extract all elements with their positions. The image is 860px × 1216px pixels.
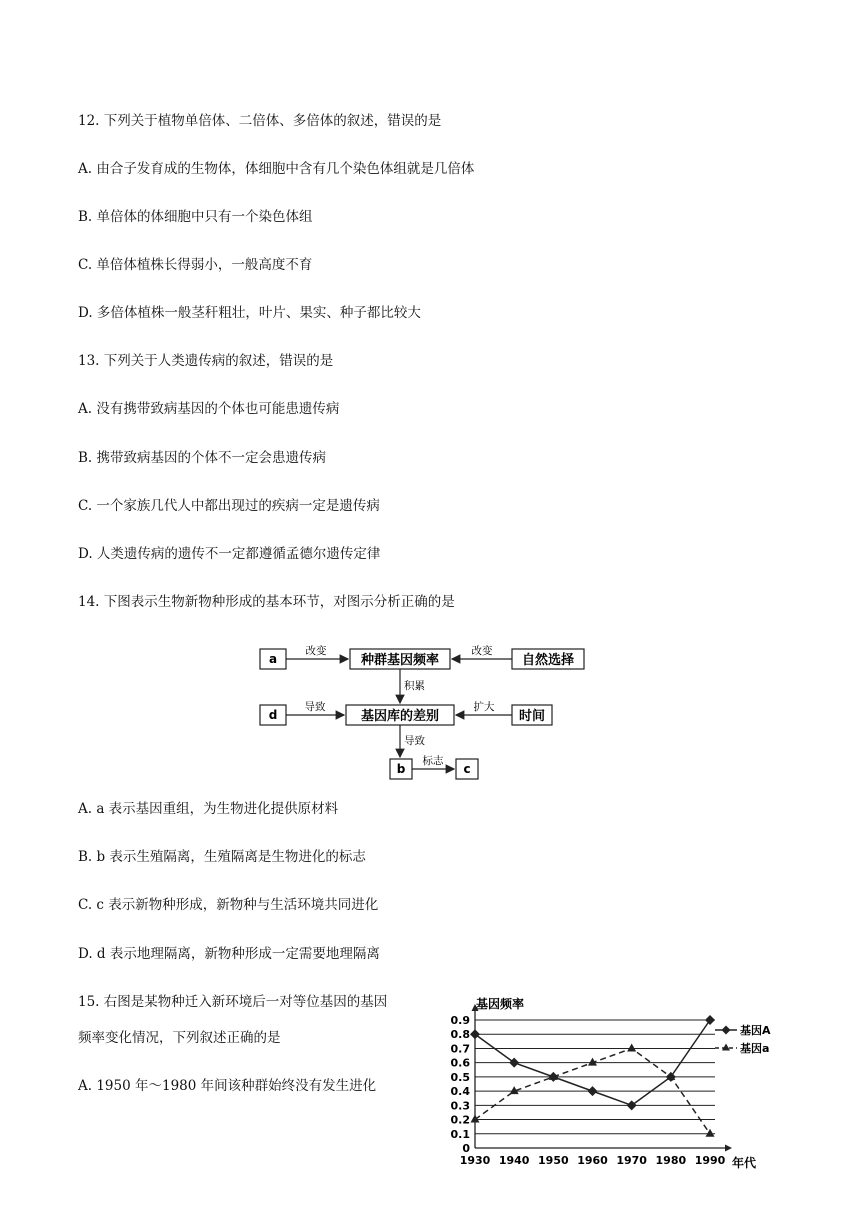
box-gene-frequency-label: 种群基因频率 bbox=[360, 653, 440, 668]
box-time-label: 时间 bbox=[518, 709, 546, 724]
q12-option-a: A. 由合子发育成的生物体，体细胞中含有几个染色体组就是几倍体 bbox=[78, 161, 475, 177]
label-accumulate: 积累 bbox=[404, 680, 425, 692]
q14-option-b: B. b 表示生殖隔离，生殖隔离是生物进化的标志 bbox=[78, 849, 366, 865]
label-change-left: 改变 bbox=[305, 645, 327, 657]
box-d-label: d bbox=[268, 708, 278, 722]
x-tick-label: 1990 bbox=[694, 1154, 726, 1167]
speciation-diagram bbox=[190, 625, 630, 795]
q12-option-d: D. 多倍体植株一般茎秆粗壮，叶片、果实、种子都比较大 bbox=[78, 305, 421, 321]
data-point-a bbox=[627, 1100, 637, 1110]
x-tick-label: 1950 bbox=[538, 1154, 569, 1167]
data-point-a bbox=[588, 1086, 598, 1096]
q13-option-d: D. 人类遗传病的遗传不一定都遵循孟德尔遗传定律 bbox=[78, 546, 381, 562]
q13-option-a: A. 没有携带致病基因的个体也可能患遗传病 bbox=[78, 401, 340, 417]
q14-option-a: A. a 表示基因重组，为生物进化提供原材料 bbox=[78, 801, 339, 817]
q14-option-d: D. d 表示地理隔离，新物种形成一定需要地理隔离 bbox=[78, 946, 380, 962]
y-tick-label: 0 bbox=[462, 1142, 470, 1155]
legend-marker bbox=[722, 1044, 730, 1051]
q13-option-b: B. 携带致病基因的个体不一定会患遗传病 bbox=[78, 450, 327, 466]
box-gene-pool-difference-label: 基因库的差别 bbox=[360, 709, 440, 724]
x-axis-arrow bbox=[725, 1145, 732, 1152]
y-tick-label: 0.4 bbox=[450, 1085, 470, 1099]
q14-option-c: C. c 表示新物种形成，新物种与生活环境共同进化 bbox=[78, 897, 379, 913]
x-tick-label: 1940 bbox=[498, 1154, 530, 1167]
q12-option-c: C. 单倍体植株长得弱小，一般高度不育 bbox=[78, 257, 313, 273]
x-tick-label: 1980 bbox=[655, 1154, 687, 1167]
x-tick-label: 1930 bbox=[459, 1154, 491, 1167]
data-point-b bbox=[471, 1115, 480, 1123]
q12-option-b: B. 单倍体的体细胞中只有一个染色体组 bbox=[78, 209, 313, 225]
y-tick-label: 0.8 bbox=[450, 1028, 470, 1042]
x-tick-label: 1970 bbox=[616, 1154, 647, 1167]
label-change-right: 改变 bbox=[471, 645, 493, 657]
y-tick-label: 0.9 bbox=[450, 1014, 470, 1027]
box-natural-selection-label: 自然选择 bbox=[521, 653, 575, 668]
legend-marker bbox=[722, 1026, 731, 1035]
data-point-a bbox=[470, 1029, 480, 1039]
q15-option-a: A. 1950 年～1980 年间该种群始终没有发生进化 bbox=[78, 1078, 377, 1094]
data-point-a bbox=[705, 1015, 715, 1025]
data-point-a bbox=[509, 1058, 519, 1068]
label-lead-left: 导致 bbox=[304, 701, 326, 713]
gene-frequency-chart bbox=[440, 995, 780, 1185]
box-a-label: a bbox=[268, 652, 278, 666]
y-tick-label: 0.3 bbox=[450, 1099, 470, 1113]
x-tick-label: 1960 bbox=[577, 1154, 608, 1167]
q15-stem-line2: 频率变化情况，下列叙述正确的是 bbox=[78, 1030, 281, 1046]
data-point-b bbox=[627, 1043, 636, 1051]
chart-xlabel: 年代 bbox=[732, 1156, 757, 1170]
y-tick-label: 0.6 bbox=[450, 1056, 470, 1070]
label-marker: 标志 bbox=[422, 755, 444, 767]
q14-stem: 14. 下图表示生物新物种形成的基本环节，对图示分析正确的是 bbox=[78, 594, 455, 610]
legend-label: 基因a bbox=[740, 1042, 770, 1055]
q13-option-c: C. 一个家族几代人中都出现过的疾病一定是遗传病 bbox=[78, 498, 380, 514]
label-expand: 扩大 bbox=[473, 701, 495, 713]
box-c-label: c bbox=[463, 762, 471, 776]
q15-stem-line1: 15. 右图是某物种迁入新环境后一对等位基因的基因 bbox=[78, 994, 388, 1010]
legend-label: 基因A bbox=[740, 1024, 771, 1037]
y-tick-label: 0.2 bbox=[450, 1113, 470, 1127]
label-lead-down: 导致 bbox=[404, 735, 425, 747]
chart-ylabel: 基因频率 bbox=[476, 997, 525, 1011]
q12-stem: 12. 下列关于植物单倍体、二倍体、多倍体的叙述，错误的是 bbox=[78, 113, 442, 129]
q13-stem: 13. 下列关于人类遗传病的叙述，错误的是 bbox=[78, 353, 334, 369]
y-tick-label: 0.1 bbox=[450, 1127, 470, 1141]
y-tick-label: 0.7 bbox=[450, 1042, 470, 1056]
box-b-label: b bbox=[396, 762, 406, 776]
y-tick-label: 0.5 bbox=[450, 1070, 470, 1084]
